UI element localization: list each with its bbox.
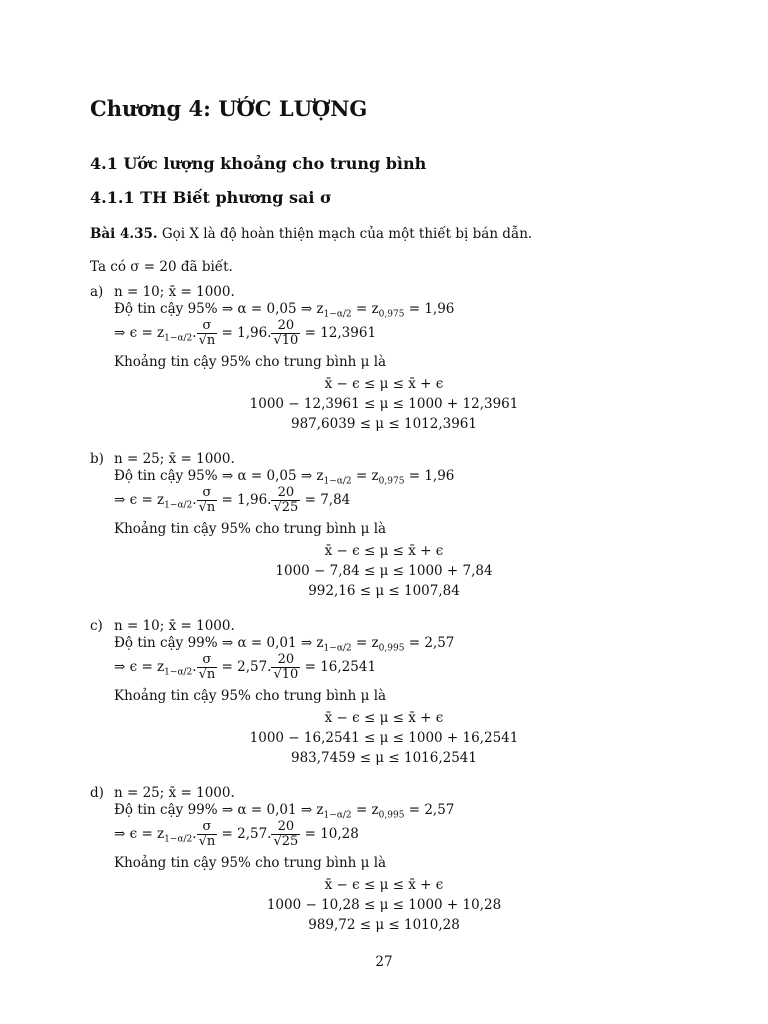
confidence-text: Độ tin cậy 95% ⇒ α = 0,05 ⇒ z <box>114 301 324 317</box>
z-subscript-value: 0,975 <box>378 309 405 320</box>
epsilon-dot: . <box>192 826 197 842</box>
fraction-numerator: σ <box>197 319 218 334</box>
ci-statement: Khoảng tin cậy 95% cho trung bình μ là <box>114 855 387 871</box>
fraction-numerator: 20 <box>271 486 300 501</box>
item-label: a) <box>90 284 104 300</box>
exercise-text: Gọi X là độ hoàn thiện mạch của một thiết bị bán dẫn. <box>161 226 533 242</box>
z-value: = 2,57 <box>404 635 455 651</box>
fraction-denominator: √n <box>198 834 216 849</box>
z-subscript-value: 0,995 <box>378 810 405 821</box>
z-subscript-value: 0,975 <box>378 476 405 487</box>
epsilon-subscript: 1−α/2 <box>164 834 193 845</box>
fraction-numerator: 20 <box>271 820 300 835</box>
epsilon-subscript: 1−α/2 <box>164 500 193 511</box>
epsilon-subscript: 1−α/2 <box>164 333 193 344</box>
z-value: = 1,96 <box>404 301 455 317</box>
value-fraction <box>271 319 300 348</box>
epsilon-mid: = 2,57. <box>217 826 272 842</box>
fraction-numerator: σ <box>197 486 218 501</box>
ci-substituted: 1000 − 12,3961 ≤ μ ≤ 1000 + 12,3961 <box>249 396 519 412</box>
epsilon-line <box>114 483 350 523</box>
ci-formula: x̄ − ϵ ≤ μ ≤ x̄ + ϵ <box>324 376 444 392</box>
z-subscript: 1−α/2 <box>323 476 352 487</box>
epsilon-line <box>114 650 376 690</box>
item-given: n = 10; x̄ = 1000. <box>114 618 235 634</box>
chapter-title: Chương 4: ƯỚC LƯỢNG <box>90 96 368 121</box>
fraction-denominator: √25 <box>273 500 299 515</box>
epsilon-text: ⇒ ϵ = z <box>114 492 165 508</box>
page-number: 27 <box>375 954 393 970</box>
fraction-numerator: σ <box>197 653 218 668</box>
fraction-numerator: σ <box>197 820 218 835</box>
epsilon-mid: = 1,96. <box>217 492 272 508</box>
item-label: d) <box>90 785 104 801</box>
ci-formula: x̄ − ϵ ≤ μ ≤ x̄ + ϵ <box>324 543 444 559</box>
fraction-denominator: √10 <box>273 667 299 682</box>
z-value: = 2,57 <box>404 802 455 818</box>
ci-statement: Khoảng tin cậy 95% cho trung bình μ là <box>114 688 387 704</box>
given-statement: Ta có σ = 20 đã biết. <box>90 259 233 275</box>
item-given: n = 25; x̄ = 1000. <box>114 785 235 801</box>
ci-statement: Khoảng tin cậy 95% cho trung bình μ là <box>114 354 387 370</box>
confidence-mid: = z <box>351 468 379 484</box>
ci-formula: x̄ − ϵ ≤ μ ≤ x̄ + ϵ <box>324 877 444 893</box>
item-given: n = 25; x̄ = 1000. <box>114 451 235 467</box>
confidence-mid: = z <box>351 301 379 317</box>
epsilon-mid: = 2,57. <box>217 659 272 675</box>
epsilon-result: = 12,3961 <box>300 325 377 341</box>
exercise-label: Bài 4.35. <box>90 226 158 242</box>
epsilon-subscript: 1−α/2 <box>164 667 193 678</box>
epsilon-text: ⇒ ϵ = z <box>114 325 165 341</box>
ci-statement: Khoảng tin cậy 95% cho trung bình μ là <box>114 521 387 537</box>
epsilon-dot: . <box>192 492 197 508</box>
fraction-denominator: √25 <box>273 834 299 849</box>
ci-result: 987,6039 ≤ μ ≤ 1012,3961 <box>291 416 477 432</box>
subsection-title: 4.1.1 TH Biết phương sai σ <box>90 188 332 207</box>
fraction-denominator: √10 <box>273 333 299 348</box>
epsilon-dot: . <box>192 659 197 675</box>
value-fraction <box>271 486 300 515</box>
confidence-text: Độ tin cậy 99% ⇒ α = 0,01 ⇒ z <box>114 802 324 818</box>
z-subscript: 1−α/2 <box>323 309 352 320</box>
item-given: n = 10; x̄ = 1000. <box>114 284 235 300</box>
z-subscript-value: 0,995 <box>378 643 405 654</box>
ci-substituted: 1000 − 16,2541 ≤ μ ≤ 1000 + 16,2541 <box>249 730 519 746</box>
item-label: c) <box>90 618 103 634</box>
ci-substituted: 1000 − 10,28 ≤ μ ≤ 1000 + 10,28 <box>266 897 502 913</box>
epsilon-text: ⇒ ϵ = z <box>114 826 165 842</box>
epsilon-line <box>114 817 359 857</box>
exercise-statement <box>90 225 532 243</box>
ci-result: 989,72 ≤ μ ≤ 1010,28 <box>308 917 460 933</box>
sigma-fraction <box>197 319 218 348</box>
sigma-fraction <box>197 653 218 682</box>
z-subscript: 1−α/2 <box>323 643 352 654</box>
confidence-mid: = z <box>351 635 379 651</box>
epsilon-result: = 7,84 <box>300 492 351 508</box>
ci-formula: x̄ − ϵ ≤ μ ≤ x̄ + ϵ <box>324 710 444 726</box>
sigma-fraction <box>197 486 218 515</box>
ci-substituted: 1000 − 7,84 ≤ μ ≤ 1000 + 7,84 <box>275 563 493 579</box>
epsilon-result: = 10,28 <box>300 826 359 842</box>
ci-result: 992,16 ≤ μ ≤ 1007,84 <box>308 583 460 599</box>
confidence-text: Độ tin cậy 95% ⇒ α = 0,05 ⇒ z <box>114 468 324 484</box>
sigma-fraction <box>197 820 218 849</box>
z-subscript: 1−α/2 <box>323 810 352 821</box>
confidence-mid: = z <box>351 802 379 818</box>
confidence-text: Độ tin cậy 99% ⇒ α = 0,01 ⇒ z <box>114 635 324 651</box>
fraction-denominator: √n <box>198 333 216 348</box>
ci-result: 983,7459 ≤ μ ≤ 1016,2541 <box>291 750 477 766</box>
value-fraction <box>271 653 300 682</box>
z-value: = 1,96 <box>404 468 455 484</box>
item-label: b) <box>90 451 104 467</box>
epsilon-mid: = 1,96. <box>217 325 272 341</box>
fraction-denominator: √n <box>198 667 216 682</box>
epsilon-dot: . <box>192 325 197 341</box>
epsilon-line <box>114 316 376 356</box>
fraction-numerator: 20 <box>271 319 300 334</box>
section-title: 4.1 Ước lượng khoảng cho trung bình <box>90 154 427 173</box>
epsilon-text: ⇒ ϵ = z <box>114 659 165 675</box>
fraction-numerator: 20 <box>271 653 300 668</box>
value-fraction <box>271 820 300 849</box>
epsilon-result: = 16,2541 <box>300 659 377 675</box>
fraction-denominator: √n <box>198 500 216 515</box>
